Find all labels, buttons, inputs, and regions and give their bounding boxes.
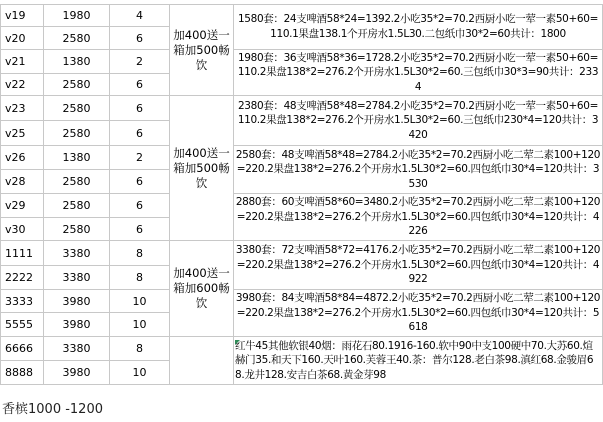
- comment-marker-icon: [235, 340, 240, 345]
- package-detail-cell[interactable]: 3380套：72支啤酒58*72=4176.2小吃35*2=70.2西厨小吃二荤二素100+120=220.2果盘138*2=276.2个开房水1.5L30*2=60.四包纸巾30*4=120共计：4922: [234, 241, 603, 290]
- row-qty-cell[interactable]: 10: [110, 313, 170, 337]
- package-detail-cell[interactable]: 2580套：48支啤酒58*48=2784.2小吃35*2=70.2西厨小吃二荤二素100+120=220.2果盘138*2=276.2个开房水1.5L30*2=60.四包纸巾30*4=120共计：3530: [234, 146, 603, 194]
- row-qty-cell[interactable]: 2: [110, 146, 170, 170]
- gift-cell-empty[interactable]: [170, 337, 234, 385]
- row-id-cell[interactable]: 5555: [0, 313, 44, 337]
- package-detail-cell[interactable]: 3980套：84支啤酒58*84=4872.2小吃35*2=70.2西厨小吃二荤二素100+120=220.2果盘138*2=276.2个开房水1.5L30*2=60.四包纸巾30*4=120共计：5618: [234, 290, 603, 337]
- row-price-cell[interactable]: 1980: [44, 4, 110, 27]
- row-price-cell[interactable]: 3980: [44, 290, 110, 313]
- row-qty-cell[interactable]: 2: [110, 50, 170, 74]
- package-detail-cell[interactable]: 2880套：60支啤酒58*60=3480.2小吃35*2=70.2西厨小吃二荤二素100+120=220.2果盘138*2=276.2个开房水1.5L30*2=60.四包纸巾30*4=120共计：4226: [234, 194, 603, 241]
- row-id-cell[interactable]: 2222: [0, 266, 44, 290]
- row-qty-cell[interactable]: 8: [110, 337, 170, 361]
- row-price-cell[interactable]: 3380: [44, 337, 110, 361]
- gift-cell[interactable]: 加400送一箱加500畅饮: [170, 96, 234, 241]
- row-qty-cell[interactable]: 8: [110, 241, 170, 266]
- cigarette-tea-price-cell[interactable]: 红牛45其他软银40烟：雨花石80.1916-160.软中90中支100硬中70.大苏60.煊赫门35.和天下160.天叶160.芙蓉王40.茶：普尔128.老白茶98.滇红68.金骏眉68.龙井128.安吉白茶68.黄金芽98: [234, 337, 603, 385]
- row-id-cell[interactable]: v30: [0, 218, 44, 241]
- row-price-cell[interactable]: 2580: [44, 96, 110, 121]
- row-price-cell[interactable]: 3980: [44, 361, 110, 385]
- row-qty-cell[interactable]: 6: [110, 74, 170, 96]
- row-qty-cell[interactable]: 6: [110, 27, 170, 50]
- row-price-cell[interactable]: 1380: [44, 146, 110, 170]
- package-detail-cell[interactable]: 1980套：36支啤酒58*36=1728.2小吃35*2=70.2西厨小吃一荤一素50+60=110.2果盘138*2=276.2个开房水1.5L30*2=60.三包纸巾30*3=90共计：2334: [234, 50, 603, 96]
- row-price-cell[interactable]: 3380: [44, 241, 110, 266]
- row-price-cell[interactable]: 2580: [44, 170, 110, 194]
- gift-cell[interactable]: 加400送一箱加600畅饮: [170, 241, 234, 337]
- row-id-cell[interactable]: v26: [0, 146, 44, 170]
- row-id-cell[interactable]: 8888: [0, 361, 44, 385]
- gift-cell[interactable]: 加400送一箱加500畅饮: [170, 4, 234, 96]
- row-price-cell[interactable]: 2580: [44, 194, 110, 218]
- row-qty-cell[interactable]: 6: [110, 218, 170, 241]
- row-qty-cell[interactable]: 10: [110, 361, 170, 385]
- package-detail-cell[interactable]: 1580套：24支啤酒58*24=1392.2小吃35*2=70.2西厨小吃一荤一素50+60=110.1果盘138.1个开房水1.5L30.二包纸巾30*2=60共计：1800: [234, 4, 603, 50]
- row-id-cell[interactable]: v19: [0, 4, 44, 27]
- row-id-cell[interactable]: v22: [0, 74, 44, 96]
- row-price-cell[interactable]: 2580: [44, 218, 110, 241]
- package-detail-cell[interactable]: 2380套：48支啤酒58*48=2784.2小吃35*2=70.2西厨小吃一荤一素50+60=110.2果盘138*2=276.2个开房水1.5L30*2=60.三包纸巾230*4=120共计：3420: [234, 96, 603, 146]
- row-qty-cell[interactable]: 6: [110, 121, 170, 146]
- row-id-cell[interactable]: 1111: [0, 241, 44, 266]
- row-id-cell[interactable]: v23: [0, 96, 44, 121]
- row-id-cell[interactable]: v29: [0, 194, 44, 218]
- row-price-cell[interactable]: 2580: [44, 74, 110, 96]
- row-price-cell[interactable]: 2580: [44, 121, 110, 146]
- row-qty-cell[interactable]: 4: [110, 4, 170, 27]
- row-id-cell[interactable]: v21: [0, 50, 44, 74]
- row-id-cell[interactable]: 3333: [0, 290, 44, 313]
- row-price-cell[interactable]: 3380: [44, 266, 110, 290]
- row-qty-cell[interactable]: 6: [110, 170, 170, 194]
- row-qty-cell[interactable]: 10: [110, 290, 170, 313]
- row-qty-cell[interactable]: 6: [110, 194, 170, 218]
- row-qty-cell[interactable]: 8: [110, 266, 170, 290]
- row-price-cell[interactable]: 3980: [44, 313, 110, 337]
- row-id-cell[interactable]: v28: [0, 170, 44, 194]
- row-id-cell[interactable]: 6666: [0, 337, 44, 361]
- row-price-cell[interactable]: 2580: [44, 27, 110, 50]
- footer-note: 香槟1000 -1200: [2, 402, 103, 417]
- row-id-cell[interactable]: v25: [0, 121, 44, 146]
- row-price-cell[interactable]: 1380: [44, 50, 110, 74]
- row-id-cell[interactable]: v20: [0, 27, 44, 50]
- row-qty-cell[interactable]: 6: [110, 96, 170, 121]
